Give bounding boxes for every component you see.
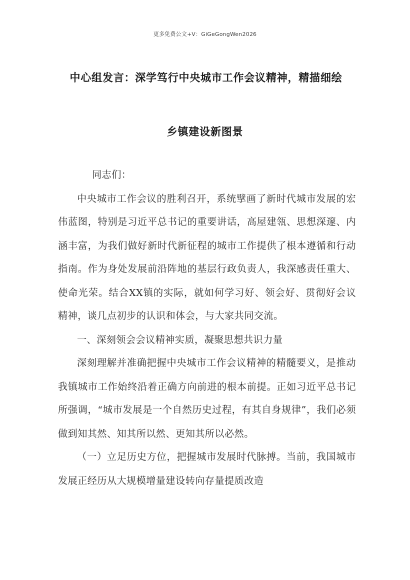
document-title-line-2: 乡镇建设新图景 [166,126,244,138]
body-paragraph: 深刻理解并准确把握中央城市工作会议精神的精髓要义，是推动我镇城市工作始终沿着正确方向前进的根本前提。正如习近平总书记所强调，“城市发展是一个自然历史过程，有其自身规律”，我们必须做到知其然、知其所以然、更知其所以必然。 [58,358,356,440]
body-paragraph: （一）立足历史方位，把握城市发展时代脉搏。当前，我国城市发展正经历从大规模增量建设转向存量提质改造 [58,452,356,487]
salutation: 同志们： [92,170,132,181]
body-paragraph: 中央城市工作会议的胜利召开，系统擘画了新时代城市发展的宏伟蓝图，特别是习近平总书记的重要讲话，高屋建瓴、思想深邃、内涵丰富，为我们做好新时代新征程的城市工作提供了根本遵循和行动指南。作为身处发展前沿阵地的基层行政负责人，我深感责任重大、使命光荣。结合XX镇的实际，就如何学习好、领会好、贯彻好会议精神，谈几点初步的认识和体会，与大家共同交流。 [58,193,356,322]
header-note: 更多免费公文+V：GiGeGongWen2026 [153,32,257,38]
section-heading: 一、深刻领会会议精神实质，凝聚思想共识力量 [77,334,283,346]
document-title-line-1: 中心组发言：深学笃行中央城市工作会议精神，精描细绘 [69,72,343,84]
document-body [58,164,356,493]
